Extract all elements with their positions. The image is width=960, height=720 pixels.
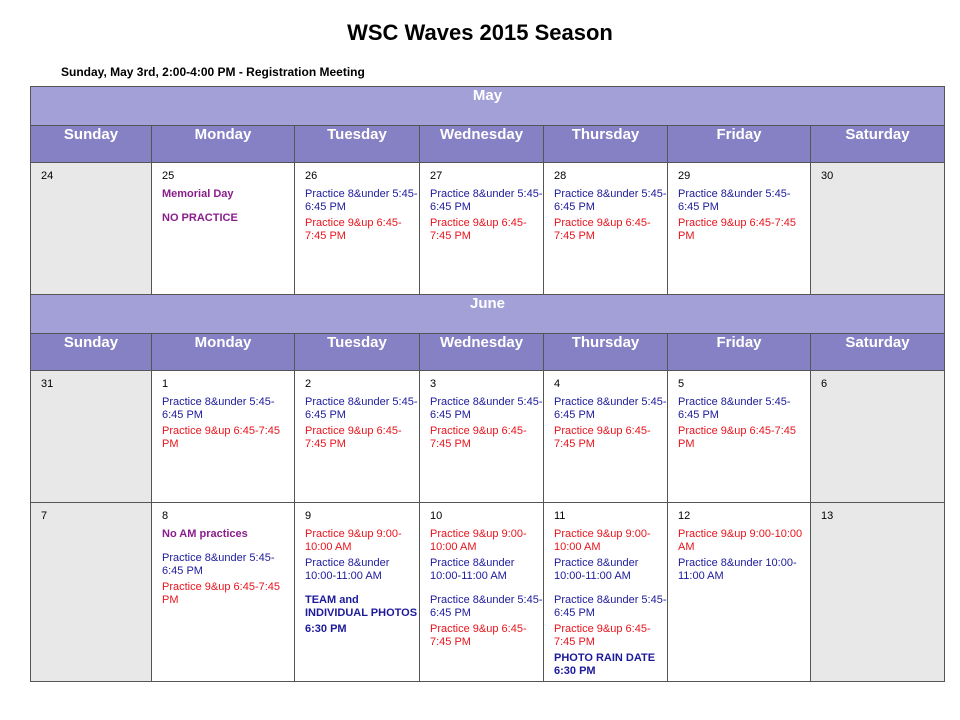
event-text: Practice 9&up 6:45-7:45 PM [678,217,797,242]
day-number: 30 [821,170,834,182]
weekday-header: Wednesday [420,334,544,371]
spacer [430,586,543,594]
day-number: 2 [305,378,312,390]
event-text: Practice 9&up 6:45-7:45 PM [430,425,527,450]
day-cell [544,371,668,503]
month-name: June [31,295,945,334]
event-text: Practice 8&under 5:45-6:45 PM [430,188,543,213]
event-text: Practice 8&under 10:00-11:00 AM [678,557,797,582]
event-text: Practice 8&under 5:45-6:45 PM [305,396,418,421]
day-cell [31,371,152,503]
day-number: 3 [430,378,437,390]
event-text: Practice 9&up 6:45-7:45 PM [305,217,402,242]
week-row [31,371,945,503]
event-text: Practice 8&under 5:45-6:45 PM [305,188,418,213]
day-number: 25 [162,170,175,182]
event-text: Practice 8&under 5:45-6:45 PM [162,552,275,577]
day-number: 10 [430,510,443,522]
day-cell [420,503,544,682]
event-text: Practice 8&under 5:45-6:45 PM [554,396,667,421]
day-cell [152,163,295,295]
week-row [31,163,945,295]
day-number: 11 [554,510,566,522]
day-cell [668,371,811,503]
weekday-header: Saturday [811,126,945,163]
day-cell [295,371,420,503]
weekday-header: Thursday [544,334,668,371]
season-calendar [30,86,945,682]
day-number: 4 [554,378,561,390]
day-cell [295,163,420,295]
day-number: 6 [821,378,828,390]
day-number: 31 [41,378,54,390]
month-header-row [31,87,945,126]
day-cell [811,371,945,503]
day-cell [295,503,420,682]
event-text: Practice 8&under 5:45-6:45 PM [554,188,667,213]
week-row [31,503,945,682]
weekday-header: Sunday [31,126,152,163]
event-text: Practice 8&under 5:45-6:45 PM [678,396,791,421]
event-text: Practice 9&up 6:45-7:45 PM [554,217,651,242]
day-cell [420,371,544,503]
event-text: Practice 9&up 6:45-7:45 PM [305,425,402,450]
event-text: Practice 8&under 5:45-6:45 PM [430,594,543,619]
day-cell [420,163,544,295]
day-cell [152,503,295,682]
weekday-header: Monday [152,126,295,163]
day-cell [544,503,668,682]
event-text: Practice 9&up 6:45-7:45 PM [162,581,281,606]
day-number: 5 [678,378,685,390]
event-text: TEAM and INDIVIDUAL PHOTOS [305,594,418,619]
day-number: 28 [554,170,567,182]
event-text: Practice 8&under 10:00-11:00 AM [305,557,390,582]
event-text: Practice 9&up 6:45-7:45 PM [430,623,527,648]
weekday-header: Monday [152,334,295,371]
weekday-header: Friday [668,334,811,371]
day-cell [152,371,295,503]
day-number: 13 [821,510,834,522]
weekday-header: Friday [668,126,811,163]
weekday-header: Thursday [544,126,668,163]
day-number: 12 [678,510,691,522]
weekday-header-row [31,334,945,371]
event-text: NO PRACTICE [162,212,238,224]
event-text: Memorial Day [162,188,234,200]
day-cell [544,163,668,295]
event-text: Practice 8&under 5:45-6:45 PM [162,396,275,421]
spacer [162,544,294,552]
day-number: 24 [41,170,54,182]
registration-meeting-note: Sunday, May 3rd, 2:00-4:00 PM - Registration Meeting [61,65,365,79]
event-text: Practice 9&up 6:45-7:45 PM [678,425,797,450]
event-text: Practice 8&under 5:45-6:45 PM [678,188,791,213]
month-header-row [31,295,945,334]
weekday-header: Tuesday [295,334,420,371]
day-cell [668,503,811,682]
weekday-header-row [31,126,945,163]
event-text: Practice 9&up 6:45-7:45 PM [554,623,651,648]
event-text: Practice 9&up 9:00-10:00 AM [554,528,651,553]
event-text: Practice 8&under 10:00-11:00 AM [430,557,515,582]
event-text: Practice 8&under 5:45-6:45 PM [554,594,667,619]
spacer [554,586,667,594]
day-number: 7 [41,510,48,522]
event-text: Practice 8&under 10:00-11:00 AM [554,557,639,582]
weekday-header: Tuesday [295,126,420,163]
event-text: Practice 9&up 9:00-10:00 AM [678,528,803,553]
event-text: Practice 8&under 5:45-6:45 PM [430,396,543,421]
day-cell [811,163,945,295]
event-text: No AM practices [162,528,248,540]
spacer [162,204,294,212]
page-title: WSC Waves 2015 Season [347,20,613,45]
day-number: 8 [162,510,169,522]
weekday-header: Sunday [31,334,152,371]
event-text: Practice 9&up 6:45-7:45 PM [162,425,281,450]
event-text: PHOTO RAIN DATE 6:30 PM [554,652,656,677]
month-name: May [31,87,945,126]
spacer [305,586,419,594]
day-cell [668,163,811,295]
event-text: Practice 9&up 9:00-10:00 AM [305,528,402,553]
event-text: Practice 9&up 6:45-7:45 PM [430,217,527,242]
day-number: 29 [678,170,691,182]
day-cell [811,503,945,682]
day-number: 26 [305,170,318,182]
day-cell [31,503,152,682]
event-text: Practice 9&up 6:45-7:45 PM [554,425,651,450]
weekday-header: Wednesday [420,126,544,163]
event-text: Practice 9&up 9:00-10:00 AM [430,528,527,553]
event-text: 6:30 PM [305,623,347,635]
day-number: 9 [305,510,312,522]
weekday-header: Saturday [811,334,945,371]
day-number: 27 [430,170,443,182]
day-cell [31,163,152,295]
day-number: 1 [162,378,169,390]
